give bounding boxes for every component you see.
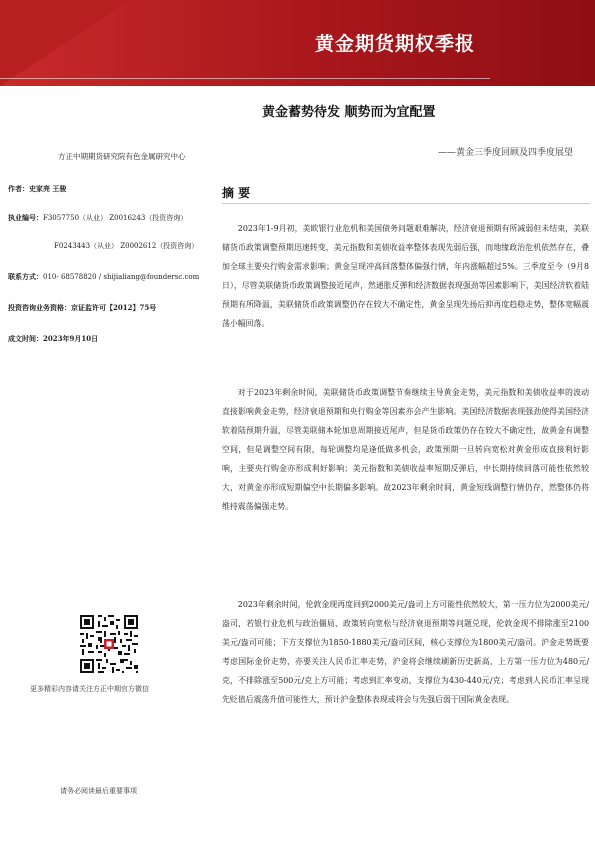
qr-caption: 更多精彩内容请关注方正中期官方微信 — [30, 685, 149, 693]
date-label: 成文时间： — [8, 334, 43, 343]
banner-divider — [0, 78, 490, 79]
abstract-paragraph-1: 2023年1-9月初，美欧银行业危机和美国债务问题艰难解决，经济衰退预期有所减弱但未结束，美联储货币政策调整预期迅速转变，美元指数和美债收益率整体表现先弱后强，而地缘政治危机依然存在，叠加全球主要央行购金需求影响；黄金呈现冲高回落整体偏强行情，年内涨幅超过5%。三季度至今（9月8日），尽管美联储货币政策调整接近尾声，然通胀反弹和经济数据表现强劲等因素影响下，美国经济软着陆预期有所降温，美联储货币政策调整仍存在较大不确定性，黄金呈现先扬后抑再度趋稳走势，整体宽幅震荡小幅回落。 — [222, 224, 589, 328]
license-row — [8, 213, 187, 223]
abstract-paragraph-2: 对于2023年剩余时间，美联储货币政策调整节奏继续主导黄金走势，美元指数和美债收益率的波动直接影响黄金走势，经济衰退预期和央行购金等因素亦会产生影响。美国经济数据表现强劲使得美国经济软着陆预期升温，尽管美联储本轮加息周期接近尾声，但是货币政策仍存在较大不确定性，故黄金有调整空间，但是调整空间有限，每轮调整均是逢低做多机会，政策预期一旦转向宽松对黄金形成直接利好影响，主要央行购金亦形成利好影响；美元指数和美债收益率短期反弹后，中长期持续回落可能性依然较大，对黄金亦形成短期偏空中长期偏多影响。故2023年剩余时间，黄金短线调整行情仍存，然整体仍将维持震荡偏强走势。 — [222, 388, 589, 511]
license-number-1: F3057750（从业） Z0016243（投资咨询） — [43, 214, 188, 222]
report-title: 黄金蓄势待发 顺势而为宜配置 — [262, 105, 436, 120]
qr-code-graphic — [78, 613, 140, 675]
qualification-row — [8, 303, 156, 313]
author-names: 史家亮 王骏 — [29, 184, 67, 193]
license-row-2 — [54, 241, 198, 251]
abstract-divider — [222, 203, 590, 204]
abstract-paragraph-3: 2023年剩余时间，伦敦金现再度回到2000美元/盎司上方可能性依然较大，第一压力位为2000美元/盎司，若银行业危机与政治僵局、政策转向宽松与经济衰退预期等问题兑现，伦敦金现不排除涨至2100美元/盎司可能；下方支撑位为1850-1880美元/盎司区间，核心支撑位为1800美元/盎司。沪金走势既要考虑国际金价走势，亦要关注人民币汇率走势，沪金将会继续刷新历史新高，上方第一压力位为480元/克，不排除涨至500元/克上方可能；考虑到汇率变动，支撑位为430-440元/克；考虑到人民币汇率呈现先贬值后震荡升值可能性大，预计沪金整体表现或将会与先强后弱于国际黄金表现。 — [222, 600, 589, 704]
author-label: 作者： — [8, 184, 29, 193]
qualification-label: 投资咨询业务资格： — [8, 303, 71, 312]
date-value: 2023年9月10日 — [43, 334, 99, 343]
contact-info[interactable]: 010- 68578820 / shijialiang@foundersc.com — [43, 273, 200, 281]
date-row — [8, 334, 98, 344]
contact-row — [8, 272, 199, 282]
author-row — [8, 184, 66, 194]
report-subtitle: ——黄金三季度回顾及四季度展望 — [437, 148, 573, 158]
research-org: 方正中期期货研究院有色金属研究中心 — [58, 152, 186, 161]
license-number-2: F0243443（从业） Z0002612（投资咨询） — [54, 242, 199, 250]
banner-decoration — [0, 0, 130, 86]
report-type-title: 黄金期货期权季报 — [314, 33, 475, 55]
abstract-heading: 摘 要 — [222, 186, 251, 200]
contact-label: 联系方式： — [8, 272, 43, 281]
header-banner — [0, 0, 595, 86]
qualification-value: 京证监许可【2012】75号 — [71, 303, 157, 312]
qr-code-icon[interactable] — [78, 613, 140, 675]
important-notice[interactable]: 请务必阅读最后重要事项 — [60, 787, 137, 795]
license-label: 执业编号： — [8, 213, 43, 222]
